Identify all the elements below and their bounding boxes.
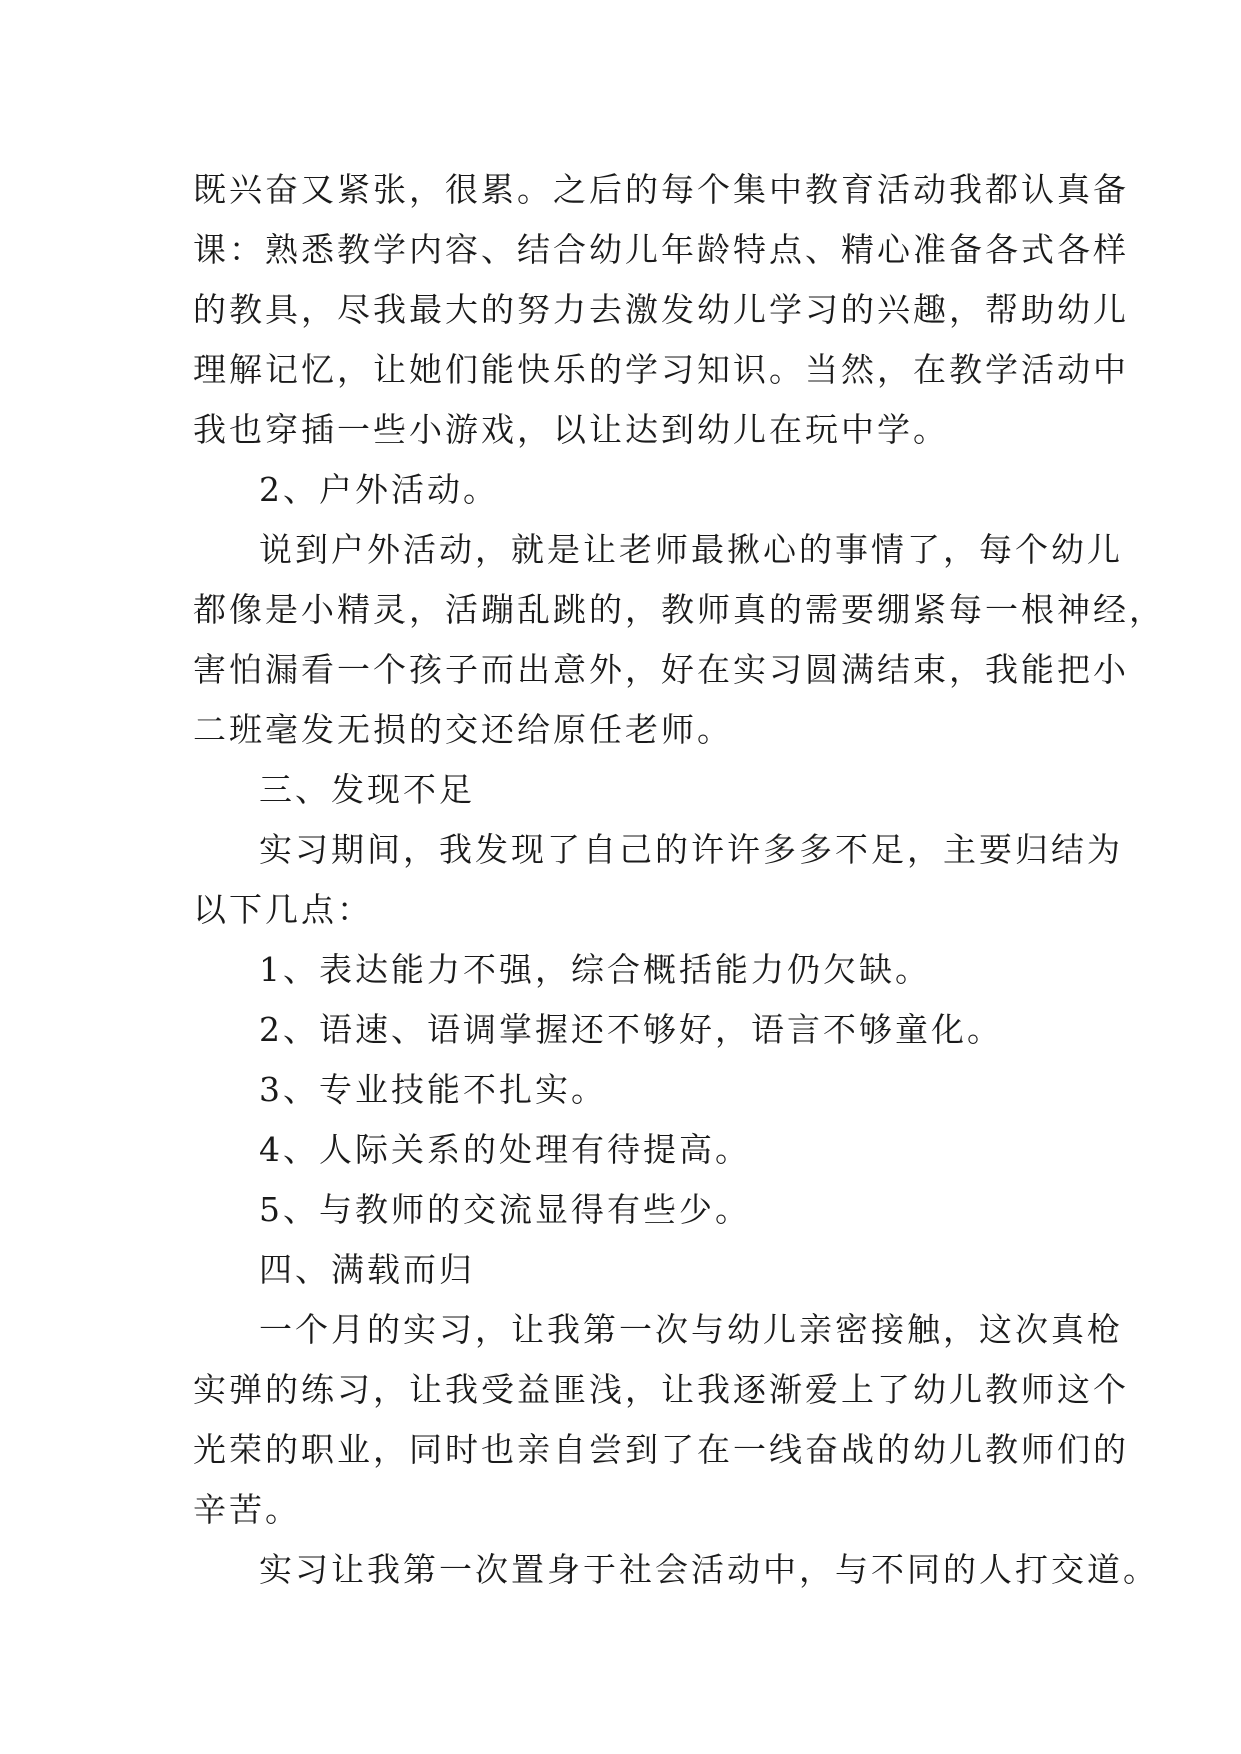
text-line: 光荣的职业，同时也亲自尝到了在一线奋战的幼儿教师们的 [193, 1430, 1129, 1469]
text-line: 以下几点： [193, 890, 373, 929]
text-line: 理解记忆，让她们能快乐的学习知识。当然，在教学活动中 [193, 350, 1129, 389]
list-item: 4、人际关系的处理有待提高。 [259, 1130, 751, 1169]
text-line: 我也穿插一些小游戏，以让达到幼儿在玩中学。 [193, 410, 949, 449]
text-line: 实弹的练习，让我受益匪浅，让我逐渐爱上了幼儿教师这个 [193, 1370, 1129, 1409]
text-line: 既兴奋又紧张，很累。之后的每个集中教育活动我都认真备 [193, 170, 1129, 209]
section-item: 2、户外活动。 [259, 470, 499, 509]
text-line: 课：熟悉教学内容、结合幼儿年龄特点、精心准备各式各样 [193, 230, 1129, 269]
text-line: 的教具，尽我最大的努力去激发幼儿学习的兴趣，帮助幼儿 [193, 290, 1129, 329]
list-item: 5、与教师的交流显得有些少。 [259, 1190, 751, 1229]
paragraph-start: 说到户外活动，就是让老师最揪心的事情了，每个幼儿 [259, 530, 1123, 569]
text-line: 辛苦。 [193, 1490, 301, 1529]
text-line: 害怕漏看一个孩子而出意外，好在实习圆满结束，我能把小 [193, 650, 1129, 689]
list-item: 3、专业技能不扎实。 [259, 1070, 607, 1109]
body-text [193, 160, 1165, 1600]
list-item: 2、语速、语调掌握还不够好，语言不够童化。 [259, 1010, 1003, 1049]
paragraph-start: 一个月的实习，让我第一次与幼儿亲密接触，这次真枪 [259, 1310, 1123, 1349]
section-heading: 三、发现不足 [259, 770, 475, 809]
text-line: 都像是小精灵，活蹦乱跳的，教师真的需要绷紧每一根神经， [193, 590, 1165, 629]
paragraph-start: 实习让我第一次置身于社会活动中，与不同的人打交道。 [259, 1550, 1159, 1589]
list-item: 1、表达能力不强，综合概括能力仍欠缺。 [259, 950, 931, 989]
text-line: 二班毫发无损的交还给原任老师。 [193, 710, 733, 749]
section-heading: 四、满载而归 [259, 1250, 475, 1289]
paragraph-start: 实习期间，我发现了自己的许许多多不足，主要归结为 [259, 830, 1123, 869]
